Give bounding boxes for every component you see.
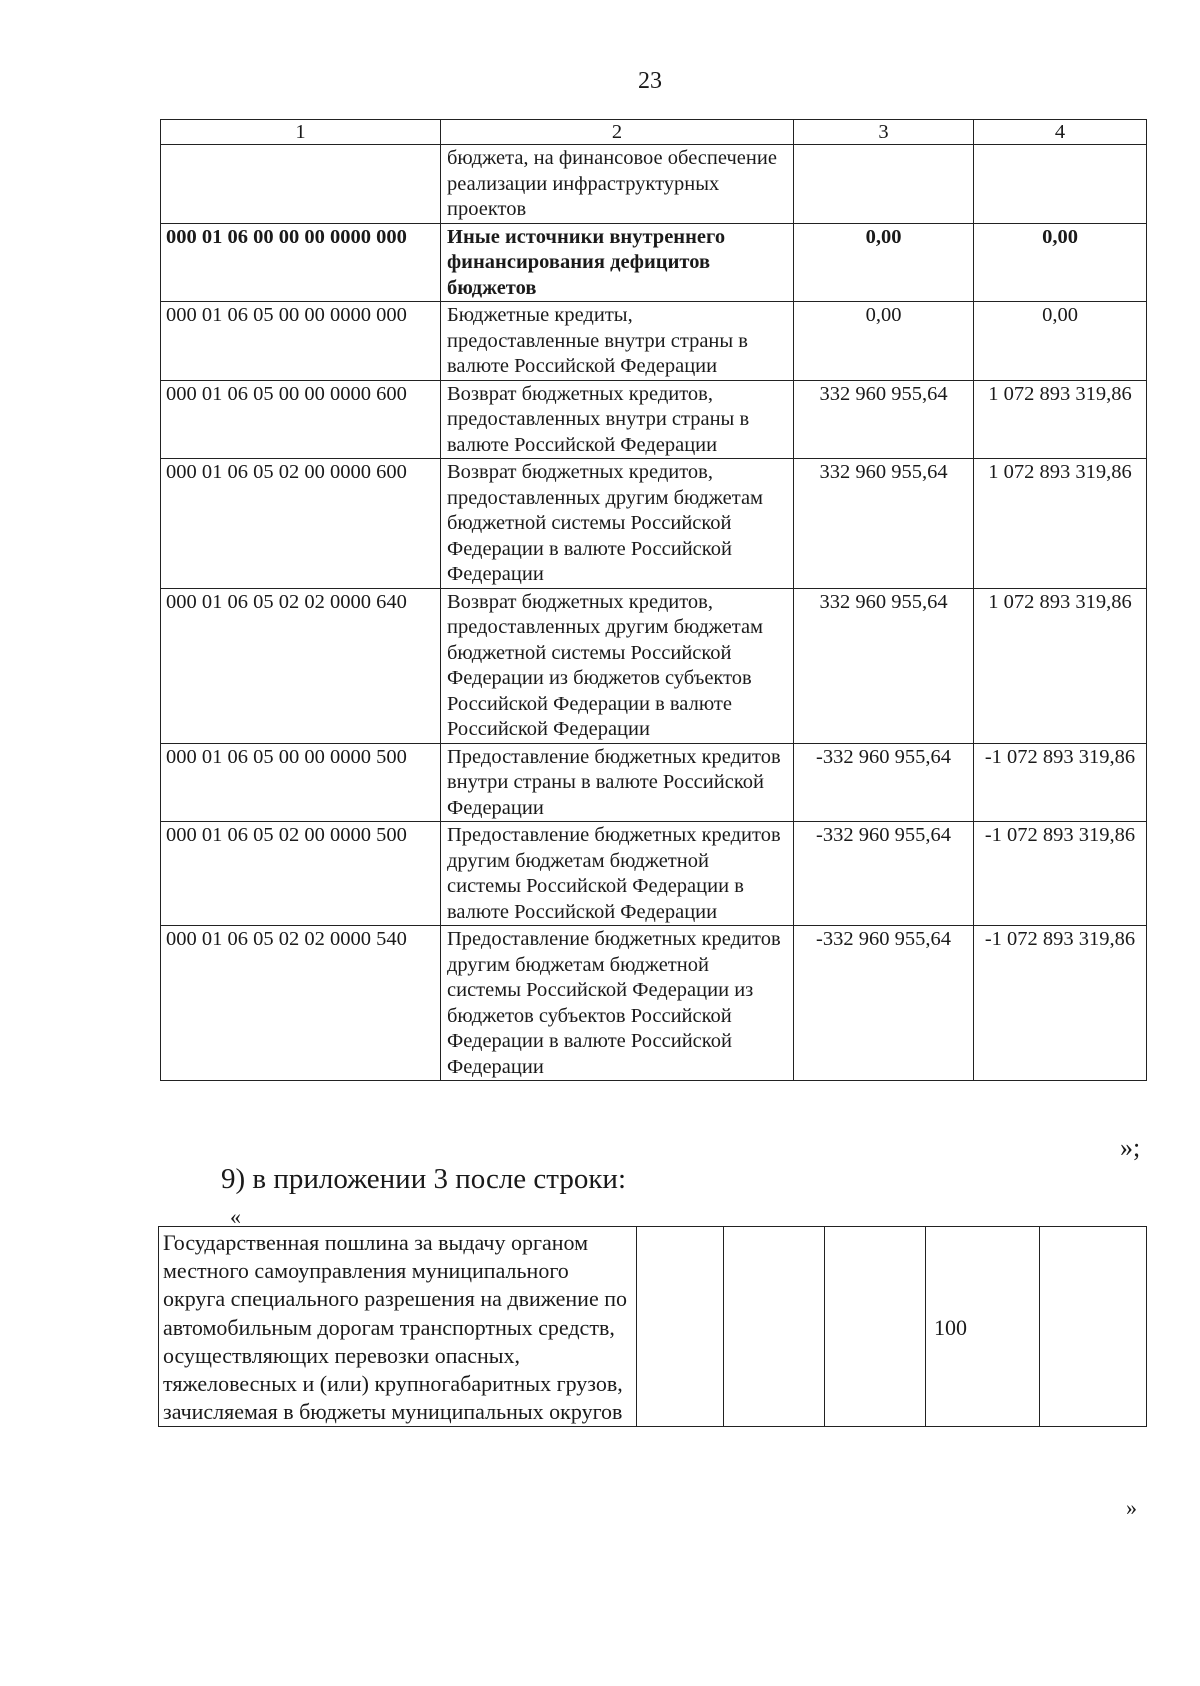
table-row — [161, 145, 1147, 224]
table-row — [161, 926, 1147, 1081]
row-value-4: 1 072 893 319,86 — [974, 588, 1147, 743]
row-cell-1 — [637, 1227, 724, 1427]
row-code: 000 01 06 05 02 02 0000 540 — [161, 926, 441, 1081]
row-cell-2 — [724, 1227, 825, 1427]
row-name: Возврат бюджетных кредитов, предоставленных внутри страны в валюте Российской Федерации — [441, 380, 794, 459]
table-row — [161, 459, 1147, 589]
row-name: Предоставление бюджетных кредитов внутри страны в валюте Российской Федерации — [441, 743, 794, 822]
table-header-row — [161, 120, 1147, 145]
row-cell-5 — [1040, 1227, 1147, 1427]
row-value-3: -332 960 955,64 — [794, 822, 974, 926]
page-number: 23 — [638, 68, 662, 94]
row-code: 000 01 06 05 00 00 0000 500 — [161, 743, 441, 822]
row-value-4: -1 072 893 319,86 — [974, 743, 1147, 822]
appendix-table — [158, 1226, 1147, 1427]
table-row — [161, 822, 1147, 926]
row-name: Предоставление бюджетных кредитов другим бюджетам бюджетной системы Российской Федерации в валюте Российской Федерации — [441, 822, 794, 926]
row-code: 000 01 06 05 00 00 0000 600 — [161, 380, 441, 459]
row-name: Предоставление бюджетных кредитов другим бюджетам бюджетной системы Российской Федерации из бюджетов субъектов Российской Федерации в валюте Российской Федерации — [441, 926, 794, 1081]
row-name: Возврат бюджетных кредитов, предоставленных другим бюджетам бюджетной системы Российской Федерации в валюте Российской Федерации — [441, 459, 794, 589]
row-value-3: -332 960 955,64 — [794, 926, 974, 1081]
row-code — [161, 145, 441, 224]
table-row — [161, 380, 1147, 459]
row-name: Иные источники внутреннего финансирования дефицитов бюджетов — [441, 223, 794, 302]
row-value-4: 0,00 — [974, 223, 1147, 302]
table-body — [161, 145, 1147, 1081]
row-code: 000 01 06 05 02 02 0000 640 — [161, 588, 441, 743]
opening-quote: « — [230, 1204, 241, 1229]
row-value-3: 332 960 955,64 — [794, 380, 974, 459]
table-row — [161, 588, 1147, 743]
row-name: Государственная пошлина за выдачу органом местного самоуправления муниципального округа специального разрешения на движение по автомобильным дорогам транспортных средств, осуществляющих перевозки опасных, тяжеловесных и (или) крупногабаритных грузов, зачисляемая в бюджеты муниципальных округов — [159, 1227, 637, 1427]
row-code: 000 01 06 05 02 00 0000 600 — [161, 459, 441, 589]
column-header-2: 2 — [441, 120, 794, 145]
closing-quote: »; — [1120, 1133, 1141, 1162]
row-value-3: 0,00 — [794, 223, 974, 302]
row-name: Возврат бюджетных кредитов, предоставленных другим бюджетам бюджетной системы Российской Федерации из бюджетов субъектов Российской Федерации в валюте Российской Федерации — [441, 588, 794, 743]
row-value-4: 1 072 893 319,86 — [974, 459, 1147, 589]
row-value-3 — [794, 145, 974, 224]
row-value-3: 0,00 — [794, 302, 974, 381]
column-header-4: 4 — [974, 120, 1147, 145]
table-row — [161, 302, 1147, 381]
row-value-3: 332 960 955,64 — [794, 588, 974, 743]
row-value-4: -1 072 893 319,86 — [974, 822, 1147, 926]
column-header-1: 1 — [161, 120, 441, 145]
section-heading: 9) в приложении 3 после строки: — [221, 1163, 626, 1195]
row-code: 000 01 06 05 00 00 0000 000 — [161, 302, 441, 381]
column-header-3: 3 — [794, 120, 974, 145]
row-value-4: 0,00 — [974, 302, 1147, 381]
table-row — [159, 1227, 1147, 1427]
row-value-4 — [974, 145, 1147, 224]
row-code: 000 01 06 00 00 00 0000 000 — [161, 223, 441, 302]
table-row — [161, 223, 1147, 302]
row-value-4: 1 072 893 319,86 — [974, 380, 1147, 459]
row-code: 000 01 06 05 02 00 0000 500 — [161, 822, 441, 926]
table-row — [161, 743, 1147, 822]
closing-quote-end: » — [1126, 1495, 1137, 1520]
row-cell-3 — [825, 1227, 926, 1427]
row-value-3: -332 960 955,64 — [794, 743, 974, 822]
row-name: Бюджетные кредиты, предоставленные внутри страны в валюте Российской Федерации — [441, 302, 794, 381]
row-cell-4: 100 — [926, 1227, 1040, 1427]
row-value-4: -1 072 893 319,86 — [974, 926, 1147, 1081]
sources-table — [160, 119, 1147, 1081]
row-value-3: 332 960 955,64 — [794, 459, 974, 589]
row-name: бюджета, на финансовое обеспечение реализации инфраструктурных проектов — [441, 145, 794, 224]
